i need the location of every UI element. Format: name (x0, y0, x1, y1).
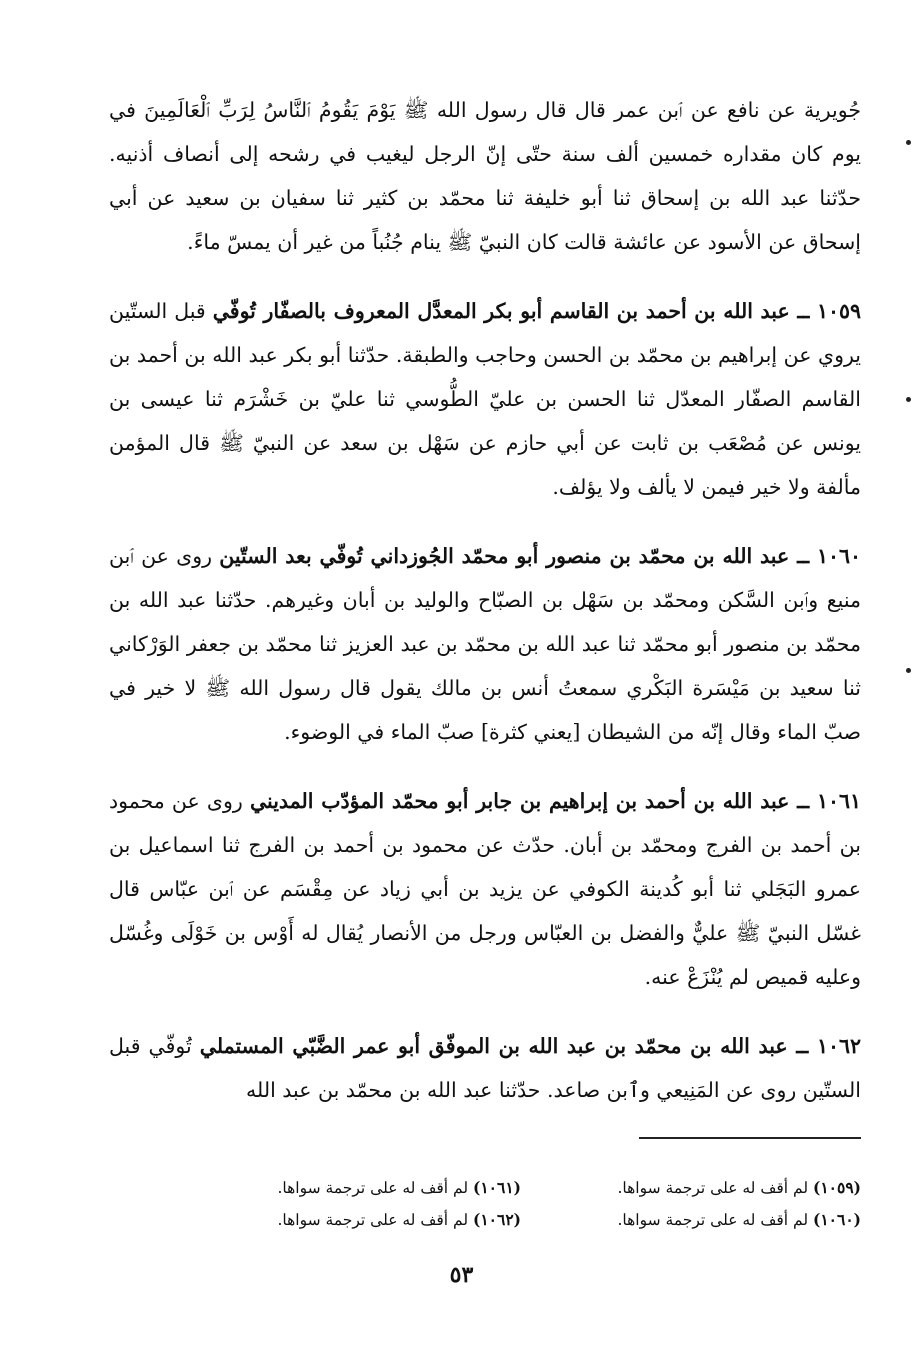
entry-1061 (109, 779, 861, 999)
margin-mark (906, 140, 911, 145)
footnote-column-right (617, 1172, 861, 1236)
margin-mark (906, 397, 911, 402)
footnote-number: (١٠٦١) (473, 1178, 521, 1197)
entry-heading: ١٠٦٠ ــ عبد الله بن محمّد بن منصور أبو محمّد الجُوزداني تُوفّي بعد الستّين (219, 544, 861, 568)
footnote-column-left (277, 1172, 521, 1236)
footnote-text: لم أقف له على ترجمة سواها. (277, 1179, 469, 1197)
footnote-number: (١٠٦٠) (813, 1210, 861, 1229)
entry-1062 (109, 1024, 861, 1112)
footnote-text: لم أقف له على ترجمة سواها. (277, 1211, 469, 1229)
continuation-paragraph: جُويرية عن نافع عن ٱبن عمر قال قال رسول الله ﷺ يَوْمَ يَقُومُ ٱلنَّاسُ لِرَبِّ ٱلْعَالَمِينَ في يوم كان مقداره خمسين ألف سنة حتّى إنّ الرجل ليغيب في رشحه إلى أنصاف أذنيه. حدّثنا عبد الله بن إسحاق ثنا أبو خليفة ثنا محمّد بن كثير ثنا سفيان بن سعيد عن أبي إسحاق عن الأسود عن عائشة قالت كان النبيّ ﷺ ينام جُنُباً من غير أن يمسّ ماءً. (109, 98, 861, 254)
footnote-divider (639, 1137, 861, 1139)
entry-text: روى عن محمود بن أحمد بن الفرج ومحمّد بن أبان. حدّث عن محمود بن أحمد بن الفرج ثنا اسماعيل بن عمرو البَجَلي ثنا أبو كُدينة الكوفي عن يزيد بن أبي زياد عن مِقْسَم عن ٱبن عبّاس قال غسّل النبيّ ﷺ عليٌّ والفضل بن العبّاس ورجل من الأنصار يُقال له أَوْس بن خَوْلَى وغُسّل وعليه قميص لم يُنْزَعْ عنه. (109, 789, 861, 989)
entry-heading: ١٠٥٩ ــ عبد الله بن أحمد بن القاسم أبو بكر المعدَّل المعروف بالصفّار تُوفّي (212, 299, 861, 323)
entry-text: تُوفّي قبل الستّين روى عن المَنِيعي وٱبن صاعد. حدّثنا عبد الله بن محمّد بن عبد الله (109, 1034, 861, 1102)
entry-text: قبل الستّين يروي عن إبراهيم بن محمّد بن الحسن وحاجب والطبقة. حدّثنا أبو بكر عبد الله بن أحمد بن القاسم الصفّار المعدّل ثنا الحسن بن عليّ الطُّوسي ثنا عليّ بن خَشْرَم ثنا عيسى بن يونس عن مُصْعَب بن ثابت عن أبي حازم عن سَهْل بن سعد عن النبيّ ﷺ قال المؤمن مألفة ولا خير فيمن لا يألف ولا يؤلف. (109, 299, 861, 499)
footnote-number: (١٠٥٩) (813, 1178, 861, 1197)
footnote-number: (١٠٦٢) (473, 1210, 521, 1229)
footnote-1061 (277, 1172, 521, 1204)
footnote-text: لم أقف له على ترجمة سواها. (617, 1211, 809, 1229)
footnote-1059 (617, 1172, 861, 1204)
entry-heading: ١٠٦١ ــ عبد الله بن أحمد بن إبراهيم بن جابر أبو محمّد المؤدّب المديني (249, 789, 861, 813)
entry-1060 (109, 534, 861, 754)
entry-text: روى عن ٱبن منيع وٱبن السَّكن ومحمّد بن سَهْل بن الصبّاح والوليد بن أبان وغيرهم. حدّثنا عبد الله بن محمّد بن منصور أبو محمّد ثنا عبد الله بن محمّد بن عبد العزيز ثنا محمّد بن جعفر الوَرْكاني ثنا سعيد بن مَيْسَرة البَكْري سمعتُ أنس بن مالك يقول قال رسول الله ﷺ لا خير في صبّ الماء وقال إنّه من الشيطان [يعني كثرة] صبّ الماء في الوضوء. (109, 544, 861, 744)
entry-heading: ١٠٦٢ ــ عبد الله بن محمّد بن عبد الله بن الموفّق أبو عمر الضَّبّي المستملي (199, 1034, 861, 1058)
page-number: ٥٣ (449, 1262, 474, 1288)
footnote-text: لم أقف له على ترجمة سواها. (617, 1179, 809, 1197)
footnote-1060 (617, 1204, 861, 1236)
main-text (109, 88, 861, 1112)
margin-mark (906, 668, 911, 673)
entry-1059 (109, 289, 861, 509)
footnote-1062 (277, 1204, 521, 1236)
